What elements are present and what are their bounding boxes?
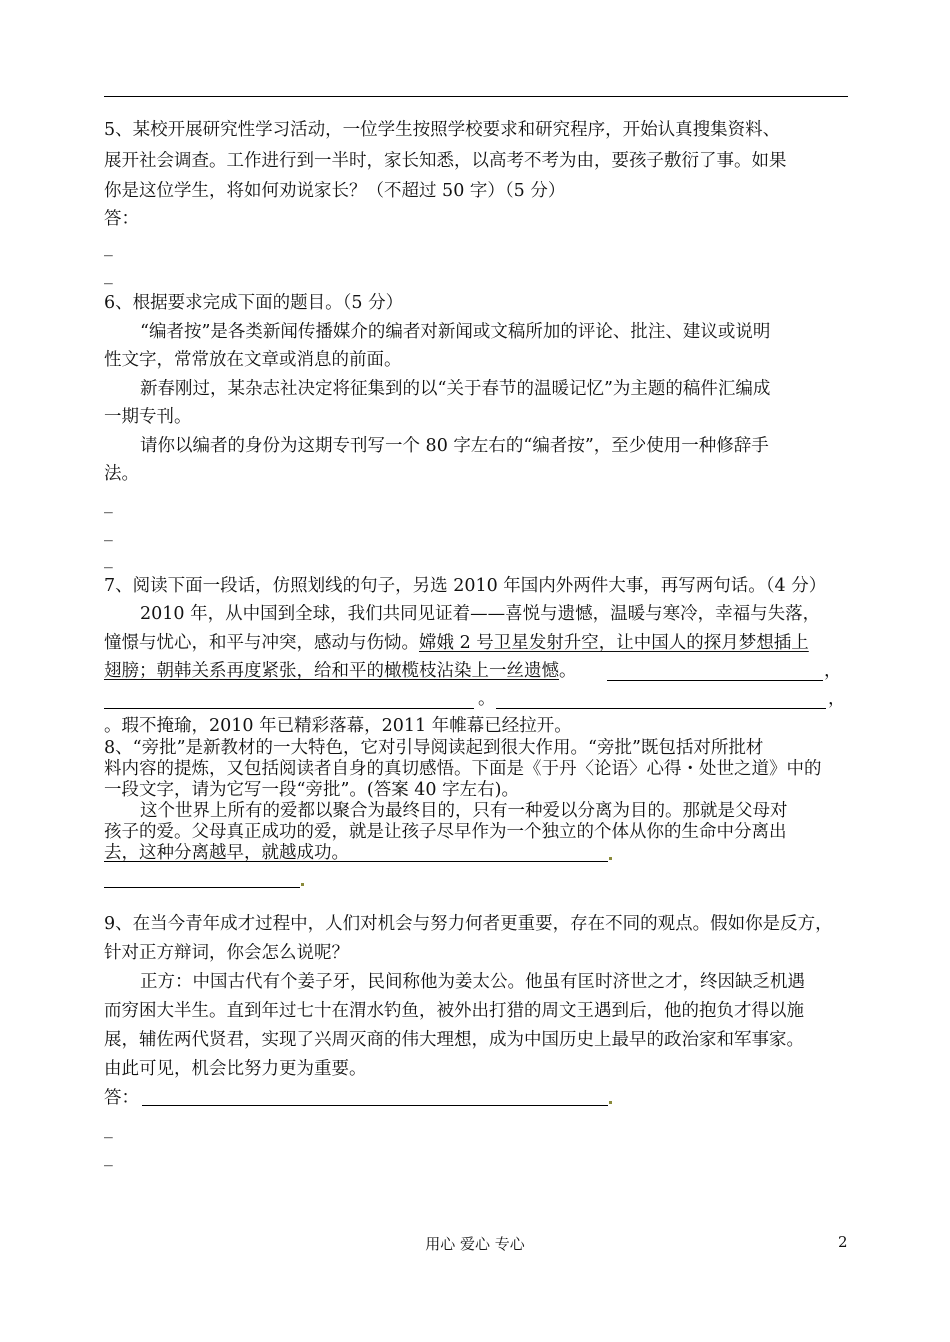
q8-answer-blank[interactable] xyxy=(104,887,300,888)
q8-quote: 孩子的爱。父母真正成功的爱，就是让孩子尽早作为一个独立的个体从你的生命中分离出 xyxy=(104,822,787,842)
blank-marker-icon xyxy=(609,857,612,860)
q9-line: 针对正方辩词，你会怎么说呢？ xyxy=(104,943,349,963)
q7-line: 。瑕不掩瑜，2010 年已精彩落幕，2011 年帷幕已经拉开。 xyxy=(104,716,572,736)
q6-paragraph: 法。 xyxy=(104,464,139,484)
blank-marker-icon xyxy=(609,1101,612,1104)
q8-line: 8、“旁批”是新教材的一大特色，它对引导阅读起到很大作用。“旁批”既包括对所批材 xyxy=(104,738,764,758)
q5-answer-blank[interactable]: _ xyxy=(104,265,113,285)
q7-underlined-sentence: 翅膀；朝韩关系再度紧张，给和平的橄榄枝沾染上一丝遗憾 xyxy=(104,661,559,681)
q6-paragraph: 请你以编者的身份为这期专刊写一个 80 字左右的“编者按”，至少使用一种修辞手 xyxy=(140,436,769,456)
q6-paragraph: 一期专刊。 xyxy=(104,407,192,427)
q7-punct: 。 xyxy=(478,689,496,709)
q9-answer-blank[interactable]: _ xyxy=(104,1119,113,1139)
q7-title: 7、阅读下面一段话，仿照划线的句子，另选 2010 年国内外两件大事，再写两句话。（4 分） xyxy=(104,576,827,596)
q5-line: 展开社会调查。工作进行到一半时，家长知悉，以高考不考为由，要孩子敷衍了事。如果 xyxy=(104,151,787,171)
q5-answer-blank[interactable]: _ xyxy=(104,237,113,257)
q9-paragraph: 由此可见，机会比努力更为重要。 xyxy=(104,1059,367,1079)
page-footer: 用心 爱心 专心 xyxy=(425,1235,525,1253)
q7-line xyxy=(104,632,809,654)
q7-answer-blank[interactable] xyxy=(104,708,474,709)
q5-line: 5、某校开展研究性学习活动，一位学生按照学校要求和研究程序，开始认真搜集资料、 xyxy=(104,120,781,140)
q7-punct: 。 xyxy=(559,661,577,681)
q6-paragraph: 性文字，常常放在文章或消息的前面。 xyxy=(104,350,402,370)
page-number: 2 xyxy=(838,1233,848,1251)
q6-paragraph: 新春刚过，某杂志社决定将征集到的以“关于春节的温暖记忆”为主题的稿件汇编成 xyxy=(140,379,771,399)
q7-underlined-sentence: 嫦娥 2 号卫星发射升空，让中国人的探月梦想插上 xyxy=(419,633,809,653)
q9-paragraph: 展，辅佐两代贤君，实现了兴周灭商的伟大理想，成为中国历史上最早的政治家和军事家。 xyxy=(104,1030,804,1050)
q6-answer-blank[interactable]: _ xyxy=(104,522,113,542)
q8-quote: 去，这种分离越早，就越成功。 xyxy=(104,843,349,863)
q5-answer-label: 答： xyxy=(104,209,139,229)
blank-marker-icon xyxy=(301,883,304,886)
q9-answer-blank[interactable] xyxy=(142,1105,608,1106)
q9-answer-blank[interactable]: _ xyxy=(104,1147,113,1167)
q8-line: 料内容的提炼，又包括阅读者自身的真切感悟。下面是《于丹〈论语〉心得・处世之道》中的 xyxy=(104,759,822,779)
q7-punct: ， xyxy=(824,661,842,681)
q9-paragraph: 而穷困大半生。直到年过七十在渭水钓鱼，被外出打猎的周文王遇到后，他的抱负才得以施 xyxy=(104,1001,804,1021)
q7-plain-text: 憧憬与忧心，和平与冲突，感动与伤恸。 xyxy=(104,633,419,653)
q6-title: 6、根据要求完成下面的题目。（5 分） xyxy=(104,293,404,313)
q6-paragraph: “编者按”是各类新闻传播媒介的编者对新闻或文稿所加的评论、批注、建议或说明 xyxy=(140,322,771,342)
q9-answer-label: 答： xyxy=(104,1088,139,1108)
q8-quote: 这个世界上所有的爱都以聚合为最终目的，只有一种爱以分离为目的。那就是父母对 xyxy=(140,801,788,821)
header-rule xyxy=(104,96,848,97)
q8-answer-blank[interactable] xyxy=(104,861,608,862)
q8-line: 一段文字，请为它写一段“旁批”。(答案 40 字左右)。 xyxy=(104,780,519,800)
q7-answer-blank[interactable] xyxy=(496,708,826,709)
q6-answer-blank[interactable]: _ xyxy=(104,549,113,569)
q9-line: 9、在当今青年成才过程中，人们对机会与努力何者更重要，存在不同的观点。假如你是反方， xyxy=(104,914,833,934)
q6-answer-blank[interactable]: _ xyxy=(104,494,113,514)
q7-punct: ， xyxy=(828,689,846,709)
q9-paragraph: 正方：中国古代有个姜子牙，民间称他为姜太公。他虽有匡时济世之才，终因缺乏机遇 xyxy=(140,972,805,992)
q7-line xyxy=(104,660,577,682)
q5-line: 你是这位学生，将如何劝说家长？（不超过 50 字）（5 分） xyxy=(104,181,566,201)
q7-line: 2010 年，从中国到全球，我们共同见证着——喜悦与遗憾，温暖与寒冷，幸福与失落， xyxy=(140,604,821,624)
q7-answer-blank[interactable] xyxy=(607,680,823,681)
